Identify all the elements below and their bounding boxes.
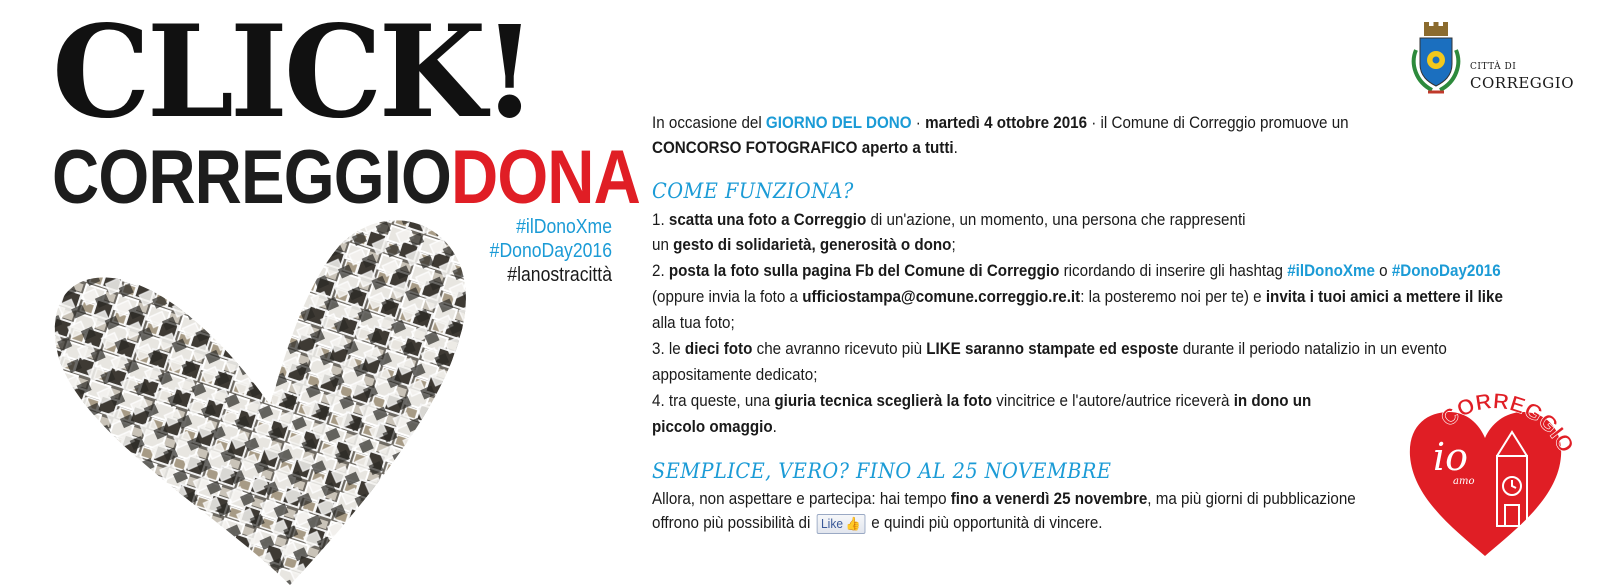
title-click: CLICK!	[52, 0, 533, 147]
logo-io: io	[1433, 435, 1469, 479]
logo-amo: amo	[1453, 476, 1475, 487]
thumbs-up-icon: 👍	[845, 515, 861, 531]
hashtag-donoday2016: #DonoDay2016	[489, 240, 612, 262]
intro-text: In occasione del	[652, 114, 766, 132]
separator: ·	[911, 114, 926, 132]
heading-semplice-vero: SEMPLICE, VERO? FINO AL 25 NOVEMBRE	[652, 459, 1112, 483]
step-1-line-2: un gesto di solidarietà, generosità o dono;	[652, 236, 956, 254]
hashtag-lanostracitta: #lanostracittà	[507, 264, 612, 286]
period: .	[953, 139, 958, 157]
like-label: Like	[821, 515, 843, 531]
deadline: fino a venerdì 25 novembre	[950, 490, 1148, 508]
step-4-line-2: piccolo omaggio.	[652, 418, 777, 436]
intro-line-1	[652, 112, 1349, 134]
hashtags	[473, 215, 612, 287]
giorno-del-dono: GIORNO DEL DONO	[765, 114, 912, 132]
step-2-line-2: (oppure invia la foto a ufficiostampa@comune.correggio.re.it: la posteremo noi per te) e invita i tuoi amici a mettere il like	[652, 288, 1503, 306]
correggio-crest-icon	[1410, 20, 1462, 98]
io-amo-correggio-logo	[1405, 390, 1580, 560]
hashtag-link-donoday2016[interactable]: #DonoDay2016	[1391, 262, 1501, 280]
hashtag-link-ildonoxme[interactable]: #ilDonoXme	[1287, 262, 1375, 280]
intro-line-2	[652, 137, 958, 159]
step-1-line-1: 1. scatta una foto a Correggio di un'azione, un momento, una persona che rappresenti	[652, 211, 1246, 229]
closing-line-1: Allora, non aspettare e partecipa: hai tempo fino a venerdì 25 novembre, ma più giorni di pubblicazione	[652, 490, 1356, 508]
concorso-label: CONCORSO FOTOGRAFICO aperto a tutti	[652, 139, 954, 157]
intro-text-end: · il Comune di Correggio promuove un	[1087, 114, 1349, 132]
heading-come-funziona: COME FUNZIONA?	[652, 179, 854, 203]
title-dona: DONA	[450, 135, 640, 220]
logo-correggio: CORREGGIO	[1470, 74, 1574, 92]
hashtag-ildonoxme: #ilDonoXme	[516, 216, 612, 238]
step-4-line-1: 4. tra queste, una giuria tecnica sceglierà la foto vincitrice e l'autore/autrice riceverà in dono un	[652, 392, 1312, 410]
step-2-line-1: 2. posta la foto sulla pagina Fb del Comune di Correggio ricordando di inserire gli hashtag #ilDonoXme o #DonoDay2016	[652, 262, 1501, 280]
like-button[interactable]	[816, 514, 865, 534]
closing-line-2: offrono più possibilità di Like 👍 e quindi più opportunità di vincere.	[652, 514, 1103, 532]
step-2-line-3: alla tua foto;	[652, 314, 735, 332]
event-date: martedì 4 ottobre 2016	[925, 114, 1088, 132]
step-3-line-2: appositamente dedicato;	[652, 366, 818, 384]
step-3-line-1: 3. le dieci foto che avranno ricevuto più LIKE saranno stampate ed esposte durante il periodo natalizio in un evento	[652, 340, 1447, 358]
logo-arc-correggio: CORREGGIO	[1435, 390, 1580, 457]
email-link[interactable]: ufficiostampa@comune.correggio.re.it	[802, 288, 1081, 306]
title-correggio: CORREGGIO	[52, 135, 451, 220]
logo-citta-di: CITTÀ DI	[1470, 62, 1517, 72]
